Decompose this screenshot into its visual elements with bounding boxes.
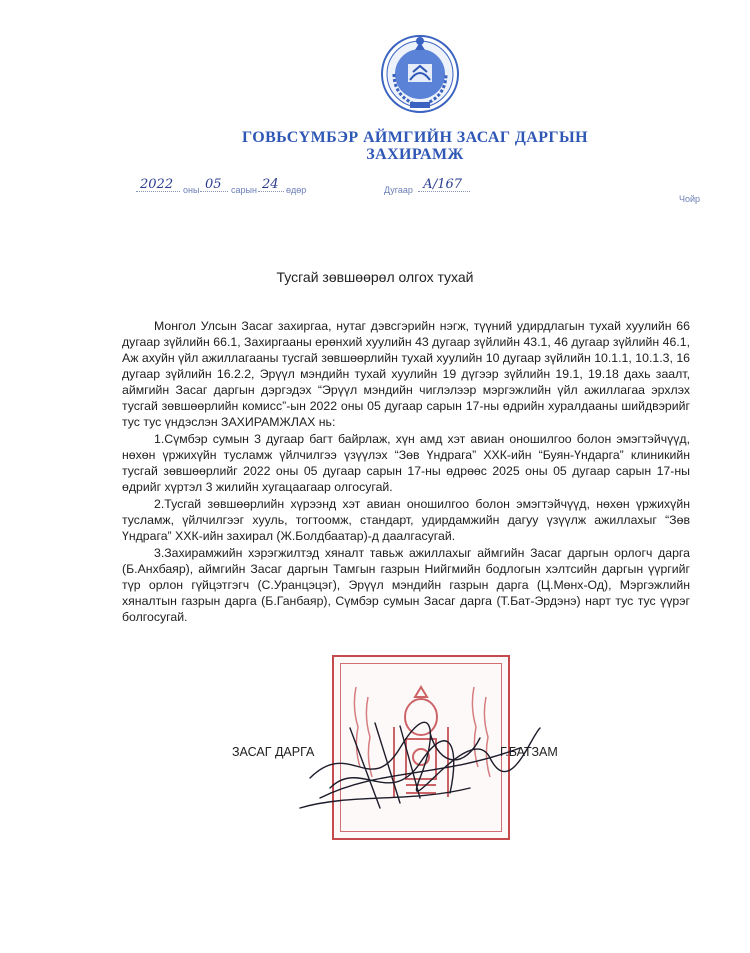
decree-body: [122, 318, 690, 625]
signer-position: ЗАСАГ ДАРГА: [232, 745, 315, 759]
decree-item-1: 1.Сүмбэр сумын 3 дугаар багт байрлаж, хүн амд хэт авиан оношилгоо болон эмэгтэйчүүд, нөхөн үржихүйн тусламж үйлчилгээ үзүүлэх “Зөв Үндрага” ХХК-ийн “Буян-Үндарга” клиникийн тусгай зөвшөөрлийг 2022 оны 05 дугаар сарын 17-ны өдрөөс 2025 оны 05 дугаар сарын 17-ны өдрийг хүртэл 3 жилийн хугацаагаар олгосугай.: [122, 432, 690, 494]
handwritten-signature: [290, 708, 550, 818]
date-month: 05: [205, 177, 222, 192]
place-name: Чойр: [679, 194, 701, 204]
decree-item-2: 2.Тусгай зөвшөөрлийн хүрээнд хэт авиан оношилгоо болон эмэгтэйчүүд, нөхөн үржихүйн тусламж, үйлчилгээг хууль, тогтоомж, стандарт, удирдамжийн дагуу үзүүлж ажиллахыг “Зөв Үндрага” ХХК-ийн захирал (Ж.Болдбаатар)-д даалгасугай.: [122, 497, 690, 543]
date-day: 24: [262, 177, 279, 192]
date-year-label: оны: [183, 185, 200, 195]
number-value: А/167: [423, 177, 463, 192]
signer-name: Г.БАТЗАМ: [500, 745, 558, 759]
org-title: ГОВЬСҮМБЭР АЙМГИЙН ЗАСАГ ДАРГЫН: [242, 129, 588, 146]
number-label: Дугаар: [384, 185, 413, 195]
date-day-label: өдөр: [286, 185, 307, 195]
preamble-paragraph: Монгол Улсын Засаг захиргаа, нутаг дэвсгэрийн нэгж, түүний удирдлагын тухай хуулийн 66 дугаар зүйлийн 66.1, Захиргааны ерөнхий хуулийн 43 дугаар зүйлийн 43.1, 46 дугаар зүйлийн 46.1, Аж ахуйн үйл ажиллагааны тусгай зөвшөөрлийн тухай хуулийн 10 дугаар зүйлийн 10.1.1, 10.1.3, 16 дугаар зүйлийн 16.2.2, Эрүүл мэндийн тухай хуулийн 19 дүгээр зүйлийн 19.1, 19.18 дахь заалт, аймгийн Засаг даргын дэргэдэх “Эрүүл мэндийн чиглэлээр мэргэжлийн үйл ажиллагаа эрхлэх тусгай зөвшөөрлийн комисс”-ын 2022 оны 05 дугаар сарын 17-ны өдрийн хуралдааны шийдвэрийг тус тус үндэслэн ЗАХИРАМЖЛАХ нь:: [122, 319, 690, 429]
state-emblem-icon: [380, 32, 460, 116]
decree-item-3: 3.Захирамжийн хэрэгжилтэд хяналт тавьж ажиллахыг аймгийн Засаг даргын орлогч дарга (Б.Анхбаяр), аймгийн Засаг даргын Тамгын газрын Нийгмийн бодлогын хэлтсийн даргын үүргийг түр орлон гүйцэтгэгч (С.Уранцэцэг), Эрүүл мэндийн газрын дарга (Ц.Мөнх-Од), Мэргэжлийн хяналтын газрын дарга (Б.Ганбаяр), Сүмбэр сумын Засаг дарга (Т.Бат-Эрдэнэ) нарт тус тус үүрэг болгосугай.: [122, 546, 690, 624]
date-month-label: сарын: [231, 185, 257, 195]
doc-type-title: ЗАХИРАМЖ: [366, 146, 464, 163]
subject-title: Тусгай зөвшөөрөл олгох тухай: [276, 269, 474, 285]
date-year: 2022: [140, 177, 174, 192]
